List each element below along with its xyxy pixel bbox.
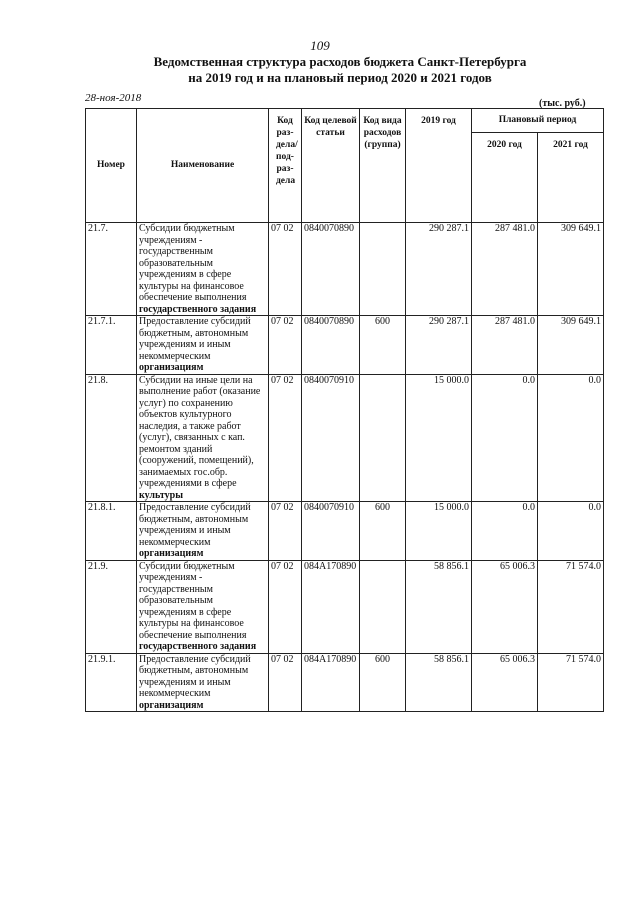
column-header-2019: 2019 год: [406, 109, 472, 223]
row-amount-2021: 0.0: [538, 502, 604, 561]
row-name-bold: государственного задания: [139, 303, 257, 315]
row-amount-2019: 290 287.1: [406, 316, 472, 375]
row-name: [137, 653, 269, 712]
row-amount-2021: 0.0: [538, 374, 604, 502]
document-date: 28-ноя-2018: [85, 92, 142, 104]
units-label: (тыс. руб.): [539, 98, 586, 109]
row-name: [137, 560, 269, 653]
row-section-code: 07 02: [269, 316, 302, 375]
row-target-code: 084А170890: [302, 560, 360, 653]
row-number: 21.7.1.: [86, 316, 137, 375]
row-target-code: 0840070910: [302, 502, 360, 561]
row-type-code: [360, 374, 406, 502]
row-section-code: 07 02: [269, 374, 302, 502]
row-name-text: Предоставление субсидий бюджетным, автономным учреждениям и иным некоммерческим: [139, 653, 251, 699]
column-header-target: Код целевой статьи: [302, 109, 360, 223]
column-header-2020: 2020 год: [472, 133, 538, 223]
table-row: [86, 223, 604, 316]
row-amount-2020: 0.0: [472, 502, 538, 561]
row-target-code: 0840070890: [302, 223, 360, 316]
table-row: [86, 653, 604, 712]
row-amount-2020: 65 006.3: [472, 560, 538, 653]
row-target-code: 0840070910: [302, 374, 360, 502]
row-name-bold: культуры: [139, 489, 184, 501]
row-amount-2020: 0.0: [472, 374, 538, 502]
row-type-code: 600: [360, 502, 406, 561]
column-header-number: Номер: [86, 109, 137, 223]
table-row: [86, 316, 604, 375]
table-row: [86, 560, 604, 653]
row-target-code: 0840070890: [302, 316, 360, 375]
row-amount-2020: 65 006.3: [472, 653, 538, 712]
row-name-bold: организациям: [139, 362, 204, 373]
row-number: 21.8.1.: [86, 502, 137, 561]
row-name: [137, 502, 269, 561]
table-row: [86, 374, 604, 502]
row-number: 21.7.: [86, 223, 137, 316]
page-number: 109: [310, 38, 330, 53]
row-name-text: Субсидии на иные цели на выполнение работ (оказание услуг) по сохранению объектов культурного наследия, а также работ (услуг), связанных с кап. ремонтом зданий (сооружений, помещений), занимаемых гос.обр. учреждениями в сфере: [139, 374, 261, 489]
column-header-section: Код раз- дела/ под- раз- дела: [269, 109, 302, 223]
row-name-bold: государственного задания: [139, 641, 257, 652]
row-section-code: 07 02: [269, 502, 302, 561]
column-header-2021: 2021 год: [538, 133, 604, 223]
column-header-name: Наименование: [137, 109, 269, 223]
table-row: [86, 502, 604, 561]
row-amount-2021: 309 649.1: [538, 316, 604, 375]
row-name: [137, 374, 269, 502]
row-amount-2019: 58 856.1: [406, 653, 472, 712]
row-amount-2019: 15 000.0: [406, 502, 472, 561]
row-amount-2021: 71 574.0: [538, 653, 604, 712]
row-amount-2021: 309 649.1: [538, 223, 604, 316]
row-name-text: Предоставление субсидий бюджетным, автономным учреждениям и иным некоммерческим: [139, 316, 251, 362]
row-section-code: 07 02: [269, 223, 302, 316]
table-body: [86, 223, 604, 712]
budget-table: [85, 108, 604, 712]
row-name-bold: организациям: [139, 699, 204, 711]
row-amount-2019: 290 287.1: [406, 223, 472, 316]
row-name-text: Предоставление субсидий бюджетным, автономным учреждениям и иным некоммерческим: [139, 502, 251, 548]
row-section-code: 07 02: [269, 653, 302, 712]
title-line-1: Ведомственная структура расходов бюджета Санкт-Петербурга: [153, 54, 527, 69]
title-line-2: на 2019 год и на плановый период 2020 и 2021 годов: [188, 70, 492, 85]
row-name: [137, 316, 269, 375]
row-type-code: [360, 223, 406, 316]
row-target-code: 084А170890: [302, 653, 360, 712]
row-amount-2020: 287 481.0: [472, 316, 538, 375]
table-header: [86, 109, 604, 223]
row-name-bold: организациям: [139, 548, 204, 559]
row-number: 21.8.: [86, 374, 137, 502]
column-header-type: Код вида расходов (группа): [360, 109, 406, 223]
row-type-code: 600: [360, 653, 406, 712]
row-section-code: 07 02: [269, 560, 302, 653]
row-amount-2020: 287 481.0: [472, 223, 538, 316]
row-type-code: [360, 560, 406, 653]
row-name: [137, 223, 269, 316]
row-name-text: Субсидии бюджетным учреждениям - государственным образовательным учреждениям в сфере культуры на финансовое обеспечение выполнения: [139, 223, 247, 303]
document-title: [0, 54, 640, 86]
row-name-text: Субсидии бюджетным учреждениям - государственным образовательным учреждениям в сфере культуры на финансовое обеспечение выполнения: [139, 560, 247, 641]
column-header-planned-period: Плановый период: [472, 109, 604, 133]
row-type-code: 600: [360, 316, 406, 375]
row-number: 21.9.: [86, 560, 137, 653]
row-amount-2019: 58 856.1: [406, 560, 472, 653]
row-number: 21.9.1.: [86, 653, 137, 712]
row-amount-2019: 15 000.0: [406, 374, 472, 502]
row-amount-2021: 71 574.0: [538, 560, 604, 653]
